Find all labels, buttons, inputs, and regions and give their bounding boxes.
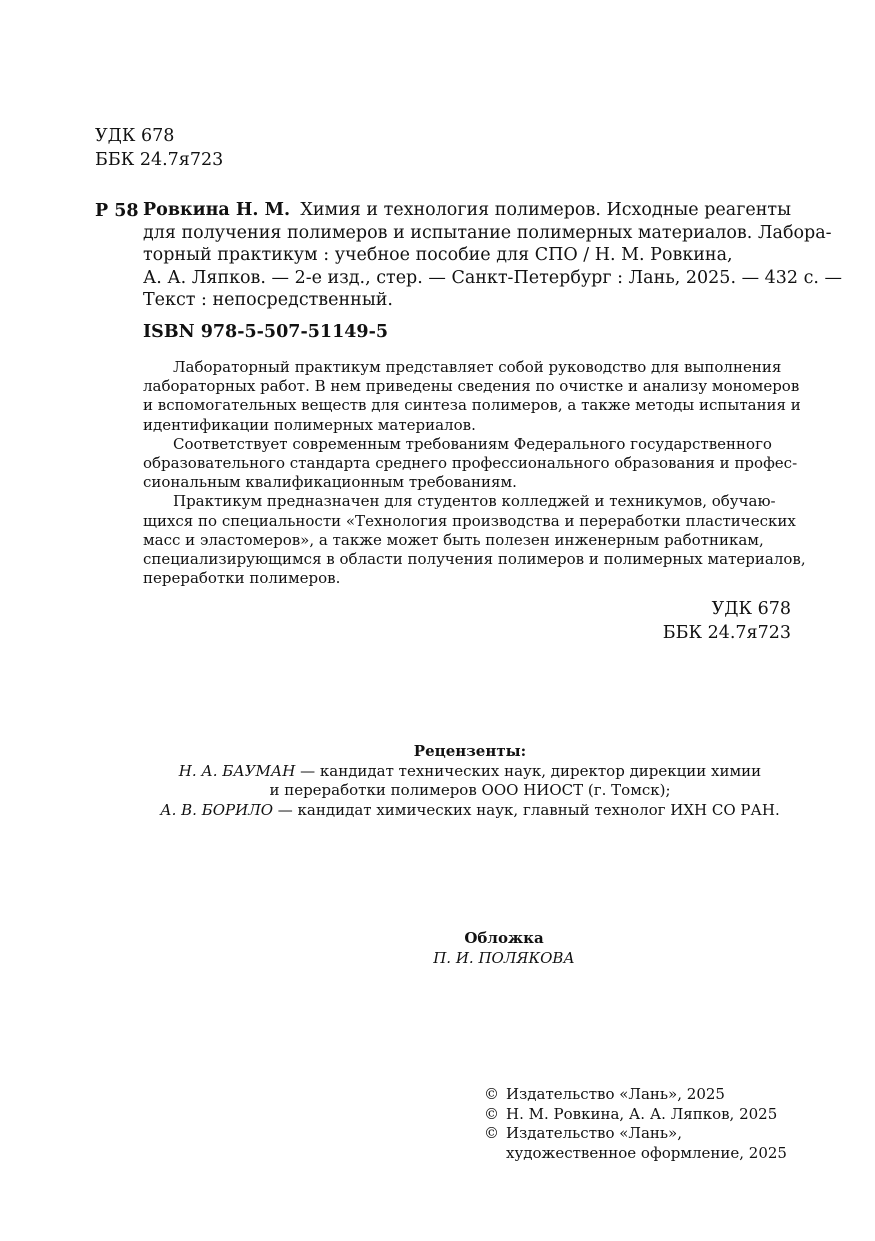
- annotation-line: Лабораторный практикум представляет собой руководство для выполнения: [173, 358, 782, 376]
- author-code: Р 58: [95, 201, 139, 221]
- copyright-icon: ©: [484, 1104, 499, 1123]
- annotation-line: идентификации полимерных материалов.: [143, 415, 476, 434]
- annotation-line: переработки полимеров.: [143, 569, 341, 588]
- annotation-line: лабораторных работ. В нем приведены сведения по очистке и анализу мономеров: [143, 377, 800, 396]
- bib-line-1: [143, 199, 791, 222]
- annotation-line: образовательного стандарта среднего профессионального образования и профес-: [143, 454, 798, 473]
- reviewers-block: [0, 742, 875, 820]
- reviewer-1-affiliation: и переработки полимеров ООО НИОСТ (г. Томск);: [269, 781, 671, 799]
- reviewer-1: Н. А. БАУМАН — кандидат технических наук, директор дирекции химии: [178, 761, 762, 780]
- bib-line-2: для получения полимеров и испытание полимерных материалов. Лабора-: [143, 222, 832, 243]
- udk-code: УДК 678: [711, 599, 791, 619]
- annotation-line: Практикум предназначен для студентов колледжей и техникумов, обучаю-: [173, 492, 776, 511]
- reviewer-2-name: А. В. БОРИЛО: [160, 800, 274, 819]
- annotation-line: щихся по специальности «Технология производства и переработки пластических: [143, 511, 796, 530]
- copyright-icon: ©: [484, 1124, 499, 1142]
- udk-code: УДК 678: [95, 126, 175, 146]
- annotation-line: и вспомогательных веществ для синтеза полимеров, а также методы испытания и: [143, 396, 801, 415]
- copyright-line: © Издательство «Лань»,: [484, 1124, 683, 1142]
- annotation-line: сиональным квалификационным требованиям.: [143, 473, 517, 492]
- copyright-block: [484, 1085, 787, 1163]
- copyright-line-continued: художественное оформление, 2025: [506, 1143, 787, 1162]
- copyright-line: © Н. М. Ровкина, А. А. Ляпков, 2025: [484, 1104, 778, 1123]
- cover-heading: Обложка: [464, 929, 544, 947]
- bbk-code: ББК 24.7я723: [662, 623, 791, 643]
- annotation-line: специализирующимся в области получения полимеров и полимерных материалов,: [143, 550, 806, 569]
- bibliographic-record: [143, 199, 843, 312]
- annotation-line: Соответствует современным требованиям Федерального государственного: [173, 434, 772, 453]
- bbk-code: ББК 24.7я723: [95, 150, 224, 170]
- bib-line-3: торный практикум : учебное пособие для СПО / Н. М. Ровкина,: [143, 245, 733, 265]
- bib-title: Химия и технология полимеров. Исходные реагенты: [300, 200, 791, 220]
- bottom-classification: [663, 597, 791, 645]
- annotation-line: масс и эластомеров», а также может быть полезен инженерным работникам,: [143, 530, 764, 549]
- top-classification: [95, 124, 223, 172]
- reviewers-heading: Рецензенты:: [413, 742, 527, 760]
- bib-line-4: А. А. Ляпков. — 2-е изд., стер. — Санкт-Петербург : Лань, 2025. — 432 с. —: [143, 267, 843, 288]
- cover-credit: [0, 929, 875, 968]
- copyright-line: © Издательство «Лань», 2025: [484, 1085, 725, 1103]
- annotation: [143, 358, 806, 588]
- cover-designer-name: П. И. ПОЛЯКОВА: [433, 948, 575, 967]
- reviewer-1-name: Н. А. БАУМАН: [178, 761, 296, 780]
- bib-line-5: Текст : непосредственный.: [143, 290, 393, 310]
- author-name: Ровкина Н. М.: [143, 200, 291, 220]
- copyright-icon: ©: [484, 1085, 499, 1103]
- reviewer-2: А. В. БОРИЛО — кандидат химических наук, главный технолог ИХН СО РАН.: [160, 800, 780, 819]
- isbn: ISBN 978-5-507-51149-5: [143, 322, 389, 342]
